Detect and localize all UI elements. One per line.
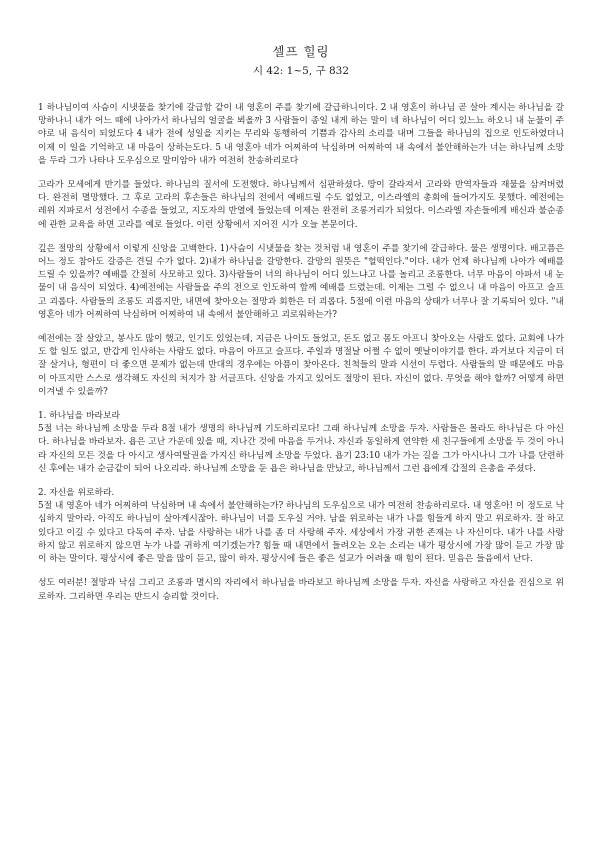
closing-paragraph: 성도 여러분! 절망과 낙심 그리고 조롱과 멸시의 자리에서 하나님을 바라보고 하나님께 소망을 두자. 자신을 사랑하고 자신을 진심으로 위로하자. 그리하면 우리는 반드시 승리할 것이다.	[38, 578, 564, 602]
scripture-reference: 시 42: 1~5, 구 832	[252, 65, 350, 77]
point-two-body: 5절 내 영혼아 네가 어찌하여 낙심하며 내 속에서 불안해하는가? 하나님의 도우심으로 내가 여전히 찬송하리로다. 내 영혼아! 이 정도로 낙심하지 말아라. 아직도 하나님이 살아계시잖아. 하나님이 너를 도우실 거야. 남을 위로하는 내가 나를 힘들게 하지 말고 위로하자. 잘 하고 있다고 이길 수 있다고 다독여 주자. 남을 사랑하는 내가 나를 좀 더 사랑해 주자. 세상에서 가장 귀한 존재는 나 자신이다. 내가 나를 사랑하지 않고 위로하지 않으면 누가 나를 귀하게 여기겠는가? 힘들 때 내면에서 들려오는 오는 소리는 내가 평상시에 가장 많이 듣고 가장 많이 하는 말이다. 평상시에 좋은 말을 많이 듣고, 많이 하자. 평상시에 들은 좋은 설교가 어려울 때 힘이 된다. 믿음은 들음에서 난다.	[38, 501, 564, 565]
point-two-heading: 2. 자신을 위로하라.	[38, 488, 115, 499]
confession-paragraph: 깊은 절망의 상황에서 이렇게 신앙을 고백한다. 1)사슴이 시냇물을 찾는 것처럼 내 영혼이 주를 찾기에 갈급하다. 물은 생명이다. 배고픔은 어느 정도 참아도 갈증은 견딜 수가 없다. 2)내가 하나님을 갈망한다. 갈망의 원뜻은 "헐떡인다."이다. 내가 언제 하나님께 나아가 예배를 드릴 수 있을까? 예배를 간절히 사모하고 있다. 3)사람들이 너의 하나님이 어디 있느냐고 나를 놀리고 조롱한다. 너무 마음이 아파서 내 눈물이 내 음식이 되었다. 4)예전에는 사람들을 주의 전으로 인도하여 함께 예배를 드렸는데. 이제는 그럴 수 없으니 내 마음이 아프고 슬프고 괴롭다. 사람들의 조롱도 괴롭지만, 내면에 찾아오는 절망과 회한은 더 괴롭다. 5절에 이런 마음의 상태가 너무나 잘 기록되어 있다. "내 영혼아 네가 어찌하여 낙심하며 어찌하여 내 속에서 불안해하고 괴로워하는가?	[38, 243, 564, 320]
sermon-title: 셀프 힐링	[272, 44, 330, 59]
scripture-text-paragraph: 1 하나님이여 사슴이 시냇물을 찾기에 갈급함 같이 내 영혼이 주를 찾기에 갈급하니이다. 2 내 영혼이 하나님 곧 살아 계시는 하나님을 갈망하나니 내가 어느 때에 나아가서 하나님의 얼굴을 뵈올까 3 사람들이 종일 내게 하는 말이 네 하나님이 어디 있느뇨 하오니 내 눈물이 주야로 내 음식이 되었도다 4 내가 전에 성일을 지키는 무리와 동행하여 기쁨과 감사의 소리를 내며 그들을 하나님의 집으로 인도하였더니 이제 이 일을 기억하고 내 마음이 상하는도다. 5 내 영혼아 네가 어찌하여 낙심하며 어찌하여 내 속에서 불안해하는가 너는 하나님께 소망을 두라 그가 나타나 도우심으로 말미암아 내가 여전히 찬송하리로다	[38, 103, 564, 166]
point-one-body: 5절 너는 하나님께 소망을 두라 8절 내가 생명의 하나님께 기도하리로다! 그래 하나님께 소망을 두자. 사람들은 몰라도 하나님은 다 아신다. 하나님을 바라보자. 욥은 고난 가운데 있을 때, 지나간 것에 마음을 두거나. 자신과 동일하게 연약한 세 친구들에게 소망을 두 것이 아니라 자신의 모든 것을 다 아시고 생사여탈권을 가지신 하나님께 소망을 두었다. 욥기 23:10 내가 가는 길을 그가 아시나니 그가 나를 단련하신 후에는 내가 순금같이 되어 나오리라. 하나님께 소망을 둔 욥은 하나님을 만났고, 하나님께서 그런 욥에게 갑절의 은총을 주셨다.	[38, 424, 564, 474]
korah-context-paragraph: 고라가 모세에게 반기를 들었다. 하나님의 질서에 도전했다. 하나님께서 심판하셨다. 땅이 갈라져서 고라와 반역자들과 재물을 삼켜버렸다. 완전히 멸망했다. 그 후로 고라의 후손들은 하나님의 전에서 예배드릴 수도 없었고, 이스라엘의 총회에 들어가지도 못했다. 예전에는 레위 지파로서 성전에서 수종을 들었고, 지도자의 반열에 들었는데 이제는 완전히 조롱거리가 되었다. 이스라엘 자손들에게 배신과 불순종에 관한 교육을 하면 고라를 예로 들었다. 이런 상황에서 지어진 시가 오늘 본문이다.	[38, 180, 564, 230]
present-despair-paragraph: 예전에는 잘 살았고, 봉사도 많이 했고, 인기도 있었는데, 지금은 나이도 들었고, 돈도 없고 몸도 아프니 찾아오는 사람도 없다. 교회에 나가도 할 일도 없고, 반갑게 인사하는 사람도 없다. 마음이 아프고 슬프다. 주일과 명절날 어쩔 수 없이 옛날이야기를 한다. 과거보다 지금이 더 잘 살거나, 형편이 더 좋으면 문제가 없는데 반대의 경우에는 아픔이 찾아온다. 친척들의 말과 시선이 두렵다. 사람들의 말 때문에도 마음이 아프지만 스스로 생각해도 자신의 처지가 참 서글프다. 신앙을 가지고 있어도 절망이 된다. 자신이 없다. 무엇을 해야 할까? 어떻게 하면 이겨낼 수 있을까?	[38, 334, 564, 397]
point-one-heading: 1. 하나님을 바라보라	[38, 411, 120, 422]
